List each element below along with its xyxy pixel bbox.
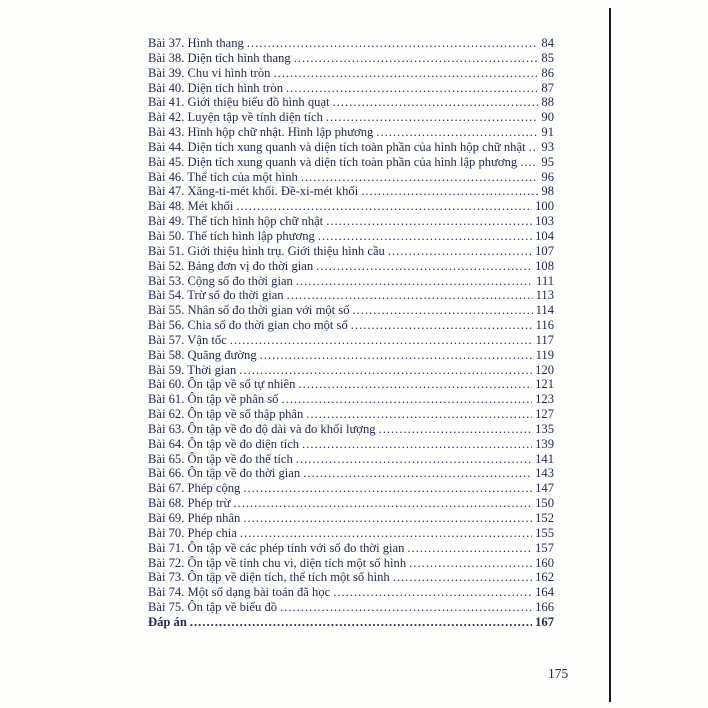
dot-leader	[333, 95, 539, 110]
toc-entry	[148, 541, 554, 556]
toc-entry-page: 157	[535, 540, 554, 555]
dot-leader	[298, 377, 532, 392]
toc-entry-page: 155	[535, 525, 554, 540]
toc-entry-label: Bài 62. Ôn tập về số thập phân	[148, 407, 304, 422]
toc-entry	[148, 199, 554, 214]
toc-entry-label: Bài 47. Xăng-ti-mét khối. Đề-xi-mét khối	[148, 184, 359, 199]
toc-entry-page: 113	[535, 288, 554, 303]
dot-leader	[388, 244, 532, 259]
dot-leader	[306, 407, 532, 422]
toc-entry-label: Bài 50. Thể tích hình lập phương	[148, 228, 315, 243]
toc-entry	[148, 244, 554, 259]
toc-entry-label: Bài 52. Bảng đơn vị đo thời gian	[148, 258, 314, 273]
toc-entry-page: 100	[535, 199, 554, 214]
toc-entry-label: Bài 59. Thời gian	[148, 362, 237, 377]
toc-entry-label: Bài 48. Mét khối	[148, 199, 234, 214]
toc-entry-label: Bài 71. Ôn tập về các phép tính với số đo thời gian	[148, 540, 405, 555]
toc-entry-label: Bài 68. Phép trừ	[148, 496, 231, 511]
toc-entry	[148, 452, 554, 467]
dot-leader	[233, 496, 532, 511]
dot-leader	[353, 303, 533, 318]
toc-entry	[148, 437, 554, 452]
toc-entry-label: Bài 49. Thể tích hình hộp chữ nhật	[148, 214, 324, 229]
toc-entry-page: 93	[541, 139, 554, 154]
dot-leader	[247, 36, 539, 51]
toc-entry-page: 150	[535, 496, 554, 511]
toc-entry-label: Bài 41. Giới thiệu biểu đồ hình quạt	[148, 95, 330, 110]
toc-entry	[148, 526, 554, 541]
dot-leader	[287, 288, 533, 303]
toc-entry-label: Bài 64. Ôn tập về đo diện tích	[148, 436, 300, 451]
toc-entry-page: 141	[535, 451, 554, 466]
toc-entry-label: Bài 70. Phép chia	[148, 525, 237, 540]
toc-entry-label: Bài 37. Hình thang	[148, 36, 244, 50]
dot-leader	[230, 333, 533, 348]
toc-entry-page: 127	[535, 407, 554, 422]
toc-entry	[148, 184, 554, 199]
toc-entry-page: 96	[541, 169, 554, 184]
toc-entry-page: 84	[541, 36, 554, 50]
toc-entry-page: 103	[535, 214, 554, 229]
toc-entry-page: 143	[535, 466, 554, 481]
toc-entry-label: Bài 45. Diện tích xung quanh và diện tích toàn phần của hình lập phương	[148, 154, 518, 169]
toc-entry-page: 166	[535, 600, 554, 615]
toc-entry	[148, 274, 554, 289]
toc-entry	[148, 333, 554, 348]
toc-entry-label: Bài 63. Ôn tập về đo độ dài và đo khối lượng	[148, 421, 376, 436]
toc-entry-page: 116	[535, 318, 554, 333]
toc-entry	[148, 36, 554, 51]
toc-entry	[148, 259, 554, 274]
dot-leader	[529, 140, 539, 155]
toc-entry	[148, 51, 554, 66]
toc-entry-label: Bài 61. Ôn tập về phân số	[148, 392, 279, 407]
dot-leader	[281, 392, 532, 407]
toc-entry	[148, 81, 554, 96]
toc-entry-label: Bài 42. Luyện tập về tính diện tích	[148, 110, 323, 125]
toc-entry-page: 135	[535, 421, 554, 436]
dot-leader	[294, 51, 539, 66]
dot-leader	[326, 110, 539, 125]
dot-leader	[407, 541, 532, 556]
toc-entry-page: 164	[535, 585, 554, 600]
toc-entry-page: 160	[535, 555, 554, 570]
toc-entry-label: Bài 60. Ôn tập về số tự nhiên	[148, 377, 296, 392]
toc-entry-page: 86	[541, 65, 554, 80]
toc-entry-page: 120	[535, 362, 554, 377]
dot-leader	[243, 481, 532, 496]
toc-entry-label: Bài 54. Trừ số đo thời gian	[148, 288, 284, 303]
dot-leader	[376, 125, 538, 140]
toc-entry-page: 117	[535, 332, 554, 347]
toc-entry	[148, 556, 554, 571]
toc-entry-label: Bài 67. Phép cộng	[148, 481, 241, 496]
toc-entry-page: 167	[535, 614, 554, 629]
dot-leader	[318, 229, 532, 244]
toc-entry-page: 107	[535, 243, 554, 258]
toc-entry	[148, 392, 554, 407]
dot-leader	[520, 155, 538, 170]
toc-entry-label: Bài 51. Giới thiệu hình trụ. Giới thiệu hình cầu	[148, 243, 385, 258]
dot-leader	[190, 615, 532, 630]
table-of-contents	[148, 36, 554, 630]
toc-entry	[148, 511, 554, 526]
toc-entry	[148, 585, 554, 600]
toc-entry	[148, 496, 554, 511]
toc-entry-label: Bài 38. Diện tích hình thang	[148, 50, 291, 65]
toc-entry-label: Bài 72. Ôn tập về tính chu vi, diện tích một số hình	[148, 555, 407, 570]
toc-entry-label: Bài 55. Nhân số đo thời gian với một số	[148, 303, 350, 318]
dot-leader	[409, 556, 532, 571]
toc-entry	[148, 229, 554, 244]
dot-leader	[236, 199, 532, 214]
toc-entry-label: Bài 39. Chu vi hình tròn	[148, 65, 271, 80]
toc-entry-label: Bài 66. Ôn tập về đo thời gian	[148, 466, 301, 481]
toc-entry	[148, 155, 554, 170]
dot-leader	[273, 66, 538, 81]
toc-entry-page: 91	[541, 125, 554, 140]
toc-entry	[148, 481, 554, 496]
dot-leader	[286, 81, 538, 96]
dot-leader	[303, 466, 532, 481]
toc-entry-page: 119	[535, 347, 554, 362]
dot-leader	[302, 437, 532, 452]
toc-entry-page: 104	[535, 228, 554, 243]
page-edge-line	[609, 8, 611, 702]
toc-entry-label: Bài 69. Phép nhân	[148, 511, 241, 525]
toc-entry	[148, 615, 554, 630]
toc-entry-page: 162	[535, 570, 554, 585]
toc-entry-label: Bài 44. Diện tích xung quanh và diện tích toàn phần của hình hộp chữ nhật	[148, 139, 526, 154]
toc-entry-label: Bài 56. Chia số đo thời gian cho một số	[148, 318, 348, 333]
dot-leader	[333, 585, 532, 600]
toc-entry-label: Bài 65. Ôn tập về đo thể tích	[148, 451, 293, 466]
dot-leader	[379, 422, 533, 437]
dot-leader	[351, 318, 533, 333]
dot-leader	[296, 452, 532, 467]
toc-entry	[148, 466, 554, 481]
toc-entry	[148, 303, 554, 318]
page-number: 175	[548, 666, 569, 681]
dot-leader	[260, 348, 533, 363]
toc-entry-label: Bài 46. Thể tích của một hình	[148, 169, 298, 184]
dot-leader	[240, 526, 532, 541]
toc-entry-page: 121	[535, 377, 554, 392]
toc-entry	[148, 95, 554, 110]
dot-leader	[239, 363, 532, 378]
toc-entry	[148, 140, 554, 155]
dot-leader	[301, 170, 539, 185]
dot-leader	[326, 214, 532, 229]
toc-entry-page: 139	[535, 436, 554, 451]
toc-entry-label: Bài 53. Cộng số đo thời gian	[148, 273, 293, 288]
toc-entry	[148, 570, 554, 585]
toc-entry	[148, 288, 554, 303]
dot-leader	[243, 511, 532, 526]
toc-entry-page: 123	[535, 392, 554, 407]
toc-entry-label: Bài 40. Diện tích hình tròn	[148, 80, 284, 95]
toc-entry	[148, 377, 554, 392]
dot-leader	[296, 274, 533, 289]
dot-leader	[280, 600, 532, 615]
toc-entry	[148, 214, 554, 229]
toc-entry-page: 108	[535, 258, 554, 273]
dot-leader	[393, 570, 532, 585]
toc-entry	[148, 600, 554, 615]
toc-entry	[148, 125, 554, 140]
toc-entry-page: 90	[541, 110, 554, 125]
toc-entry-page: 98	[541, 184, 554, 199]
toc-entry	[148, 348, 554, 363]
toc-entry	[148, 170, 554, 185]
toc-entry	[148, 363, 554, 378]
toc-entry-label: Đáp án	[148, 614, 187, 629]
toc-entry-page: 88	[541, 95, 554, 110]
toc-entry-page: 85	[541, 50, 554, 65]
toc-entry	[148, 66, 554, 81]
toc-entry-label: Bài 43. Hình hộp chữ nhật. Hình lập phương	[148, 125, 374, 140]
toc-entry-page: 95	[541, 154, 554, 169]
toc-entry-label: Bài 73. Ôn tập về diện tích, thể tích một số hình	[148, 570, 390, 585]
toc-entry-page: 111	[536, 273, 554, 288]
toc-entry-page: 152	[535, 511, 554, 525]
toc-entry-label: Bài 74. Một số dạng bài toán đã học	[148, 585, 331, 600]
toc-entry	[148, 422, 554, 437]
toc-entry-label: Bài 58. Quãng đường	[148, 347, 257, 362]
toc-entry	[148, 407, 554, 422]
toc-entry-page: 87	[541, 80, 554, 95]
toc-entry-page: 114	[535, 303, 554, 318]
toc-entry	[148, 318, 554, 333]
toc-entry	[148, 110, 554, 125]
toc-entry-page: 147	[535, 481, 554, 496]
dot-leader	[316, 259, 532, 274]
toc-entry-label: Bài 57. Vận tốc	[148, 332, 227, 347]
dot-leader	[361, 184, 538, 199]
toc-entry-label: Bài 75. Ôn tập về biểu đồ	[148, 600, 278, 615]
